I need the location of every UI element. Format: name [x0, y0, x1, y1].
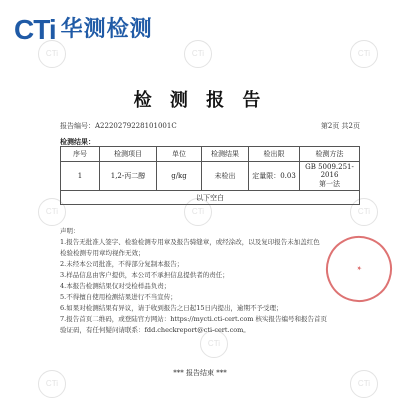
cell-no: 1	[61, 162, 100, 191]
company-name: 华测检测	[60, 17, 153, 42]
page-info: 第2页 共2页	[320, 122, 360, 130]
declaration-line: 7.报告首页二维码，或登陆官方网站：https://mycti.cti-cert.com 核实报告编号和报告首页	[60, 315, 327, 323]
watermark-seal: CTi	[38, 198, 66, 226]
watermark-seal: CTi	[350, 370, 378, 398]
report-title: 检 测 报 告	[133, 90, 267, 111]
watermark-seal: CTi	[350, 40, 378, 68]
cell-unit: g/kg	[157, 162, 202, 191]
column-header: 检出限	[249, 147, 300, 162]
table-row	[61, 162, 360, 191]
cell-limit: 定量限：0.03	[249, 162, 300, 191]
declaration-heading: 声明：	[60, 227, 80, 235]
company-logo	[14, 16, 153, 44]
cell-item: 1,2-丙二醇	[100, 162, 157, 191]
declaration-line: 1.报告无批准人签字、检验检测专用章及报告骑缝章，或经涂改，以及复印报告未加盖红色	[60, 238, 320, 246]
table-blank-row	[61, 191, 360, 205]
declaration-line: 3.样品信息由客户提供，本公司不承担信息提供者的责任；	[60, 271, 229, 279]
report-end-marker: *** 报告结束 ***	[173, 369, 227, 377]
declaration	[60, 226, 360, 336]
watermark-seal: CTi	[200, 330, 228, 358]
company-seal-stamp: ★	[317, 227, 400, 310]
column-header: 单位	[157, 147, 202, 162]
declaration-line: 检验检测专用章均视作无效；	[60, 249, 145, 257]
declaration-line: 验证码，有任何疑问请联系：fdd.checkreport@cti-cert.com。	[60, 326, 250, 334]
watermark-seal: CTi	[350, 198, 378, 226]
cell-method	[300, 162, 360, 191]
column-header: 序号	[61, 147, 100, 162]
column-header: 检测结果	[202, 147, 249, 162]
declaration-line: 6.如果对检测结果有异议，请于收到报告之日起15日内提出，逾期不予受理；	[60, 304, 283, 312]
cell-result: 未检出	[202, 162, 249, 191]
column-header: 检测方法	[300, 147, 360, 162]
logo-mark: CTi	[14, 14, 56, 45]
declaration-line: 2.未经本公司批准，不得部分复制本报告；	[60, 260, 184, 268]
watermark-seal: CTi	[184, 198, 212, 226]
results-table	[60, 146, 360, 205]
declaration-line: 4.本报告检测结果仅对受检样品负责；	[60, 282, 171, 290]
report-number: 报告编号：A2220279228101001C	[60, 122, 177, 130]
watermark-seal: CTi	[38, 40, 66, 68]
watermark-seal: CTi	[38, 370, 66, 398]
column-header: 检测项目	[100, 147, 157, 162]
watermark-seal: CTi	[184, 40, 212, 68]
method-standard: GB 5009.251-2016	[305, 163, 354, 179]
method-variant: 第一法	[319, 180, 340, 188]
declaration-line: 5.不得擅自使用检测结果进行不当宣传；	[60, 293, 177, 301]
table-header-row	[61, 147, 360, 162]
blank-note: 以下空白	[61, 191, 360, 205]
results-label: 检测结果：	[60, 137, 95, 146]
